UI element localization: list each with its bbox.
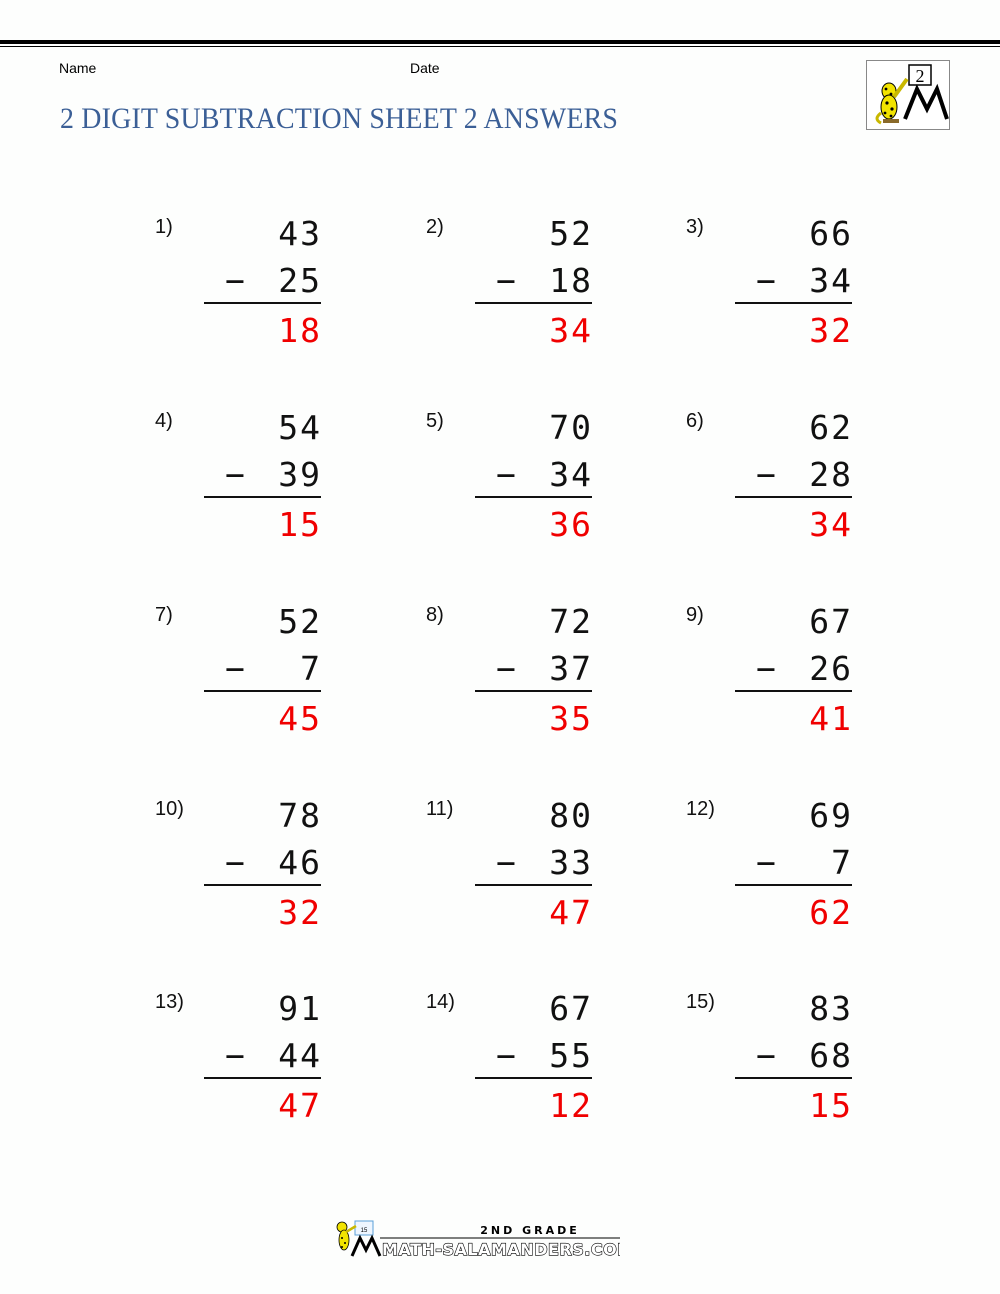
answer: 32 bbox=[809, 311, 853, 350]
answer-line bbox=[475, 302, 592, 304]
minus-sign: − bbox=[225, 455, 245, 494]
salamander-math-logo-icon bbox=[866, 60, 950, 130]
answer: 41 bbox=[809, 699, 853, 738]
minuend: 62 bbox=[809, 408, 853, 447]
minuend: 67 bbox=[549, 989, 593, 1028]
subtrahend: 37 bbox=[549, 649, 593, 688]
answer-line bbox=[204, 884, 321, 886]
answer-line bbox=[475, 1077, 592, 1079]
problem-number: 11) bbox=[426, 798, 454, 820]
problem-number: 9) bbox=[686, 604, 704, 626]
subtrahend: 25 bbox=[278, 261, 322, 300]
answer-line bbox=[735, 690, 852, 692]
minus-sign: − bbox=[496, 1036, 516, 1075]
problem-15 bbox=[686, 991, 886, 1141]
answer: 32 bbox=[278, 893, 322, 932]
problem-5 bbox=[426, 410, 626, 560]
answer: 35 bbox=[549, 699, 593, 738]
minuend: 72 bbox=[549, 602, 593, 641]
subtrahend: 34 bbox=[809, 261, 853, 300]
answer: 15 bbox=[809, 1086, 853, 1125]
problem-number: 15) bbox=[686, 991, 715, 1013]
subtrahend: 68 bbox=[809, 1036, 853, 1075]
subtrahend: 18 bbox=[549, 261, 593, 300]
minuend: 67 bbox=[809, 602, 853, 641]
minus-sign: − bbox=[225, 843, 245, 882]
answer: 47 bbox=[278, 1086, 322, 1125]
answer: 36 bbox=[549, 505, 593, 544]
problem-number: 12) bbox=[686, 798, 715, 820]
subtrahend: 7 bbox=[300, 649, 322, 688]
answer-line bbox=[204, 302, 321, 304]
problem-number: 5) bbox=[426, 410, 444, 432]
problem-9 bbox=[686, 604, 886, 754]
answer: 62 bbox=[809, 893, 853, 932]
minus-sign: − bbox=[496, 843, 516, 882]
answer-line bbox=[475, 690, 592, 692]
minus-sign: − bbox=[225, 649, 245, 688]
subtrahend: 7 bbox=[831, 843, 853, 882]
problem-number: 6) bbox=[686, 410, 704, 432]
footer-site-logo bbox=[330, 1218, 620, 1260]
problem-number: 8) bbox=[426, 604, 444, 626]
answer: 34 bbox=[809, 505, 853, 544]
svg-text:15: 15 bbox=[360, 1228, 368, 1234]
problem-number: 4) bbox=[155, 410, 173, 432]
minus-sign: − bbox=[225, 1036, 245, 1075]
problem-number: 7) bbox=[155, 604, 173, 626]
problem-8 bbox=[426, 604, 626, 754]
minuend: 52 bbox=[278, 602, 322, 641]
minuend: 83 bbox=[809, 989, 853, 1028]
answer-line bbox=[475, 884, 592, 886]
answer-line bbox=[204, 496, 321, 498]
problem-6 bbox=[686, 410, 886, 560]
svg-text:2ND GRADE: 2ND GRADE bbox=[480, 1224, 580, 1237]
subtrahend: 34 bbox=[549, 455, 593, 494]
answer: 18 bbox=[278, 311, 322, 350]
minuend: 52 bbox=[549, 214, 593, 253]
problem-13 bbox=[155, 991, 355, 1141]
answer-line bbox=[735, 1077, 852, 1079]
minuend: 80 bbox=[549, 796, 593, 835]
header-rule-thin bbox=[0, 46, 1000, 47]
subtrahend: 28 bbox=[809, 455, 853, 494]
answer: 34 bbox=[549, 311, 593, 350]
minuend: 91 bbox=[278, 989, 322, 1028]
problem-number: 13) bbox=[155, 991, 184, 1013]
problem-number: 10) bbox=[155, 798, 184, 820]
minuend: 70 bbox=[549, 408, 593, 447]
subtrahend: 39 bbox=[278, 455, 322, 494]
answer-line bbox=[475, 496, 592, 498]
problem-number: 14) bbox=[426, 991, 455, 1013]
problem-2 bbox=[426, 216, 626, 366]
minus-sign: − bbox=[756, 843, 776, 882]
problem-11 bbox=[426, 798, 626, 948]
problem-number: 1) bbox=[155, 216, 173, 238]
problem-7 bbox=[155, 604, 355, 754]
minus-sign: − bbox=[756, 1036, 776, 1075]
answer-line bbox=[735, 884, 852, 886]
problem-12 bbox=[686, 798, 886, 948]
minus-sign: − bbox=[496, 649, 516, 688]
minus-sign: − bbox=[756, 649, 776, 688]
subtrahend: 44 bbox=[278, 1036, 322, 1075]
problem-number: 2) bbox=[426, 216, 444, 238]
answer-line bbox=[204, 690, 321, 692]
svg-text:2: 2 bbox=[915, 66, 925, 86]
header-rule-thick bbox=[0, 40, 1000, 44]
answer: 47 bbox=[549, 893, 593, 932]
answer: 12 bbox=[549, 1086, 593, 1125]
minuend: 69 bbox=[809, 796, 853, 835]
subtrahend: 26 bbox=[809, 649, 853, 688]
problem-1 bbox=[155, 216, 355, 366]
answer-line bbox=[204, 1077, 321, 1079]
answer-line bbox=[735, 302, 852, 304]
answer: 15 bbox=[278, 505, 322, 544]
minuend: 78 bbox=[278, 796, 322, 835]
name-label: Name bbox=[59, 60, 97, 76]
minuend: 54 bbox=[278, 408, 322, 447]
minus-sign: − bbox=[225, 261, 245, 300]
page-title: 2 DIGIT SUBTRACTION SHEET 2 ANSWERS bbox=[60, 102, 619, 135]
subtrahend: 46 bbox=[278, 843, 322, 882]
problem-3 bbox=[686, 216, 886, 366]
problem-4 bbox=[155, 410, 355, 560]
minus-sign: − bbox=[496, 261, 516, 300]
minuend: 43 bbox=[278, 214, 322, 253]
answer-line bbox=[735, 496, 852, 498]
subtrahend: 33 bbox=[549, 843, 593, 882]
date-label: Date bbox=[410, 60, 440, 76]
problem-14 bbox=[426, 991, 626, 1141]
answer: 45 bbox=[278, 699, 322, 738]
svg-text:MATH-SALAMANDERS.COM: MATH-SALAMANDERS.COM bbox=[382, 1240, 620, 1259]
minus-sign: − bbox=[756, 261, 776, 300]
problem-10 bbox=[155, 798, 355, 948]
minus-sign: − bbox=[496, 455, 516, 494]
minus-sign: − bbox=[756, 455, 776, 494]
subtrahend: 55 bbox=[549, 1036, 593, 1075]
minuend: 66 bbox=[809, 214, 853, 253]
problem-number: 3) bbox=[686, 216, 704, 238]
